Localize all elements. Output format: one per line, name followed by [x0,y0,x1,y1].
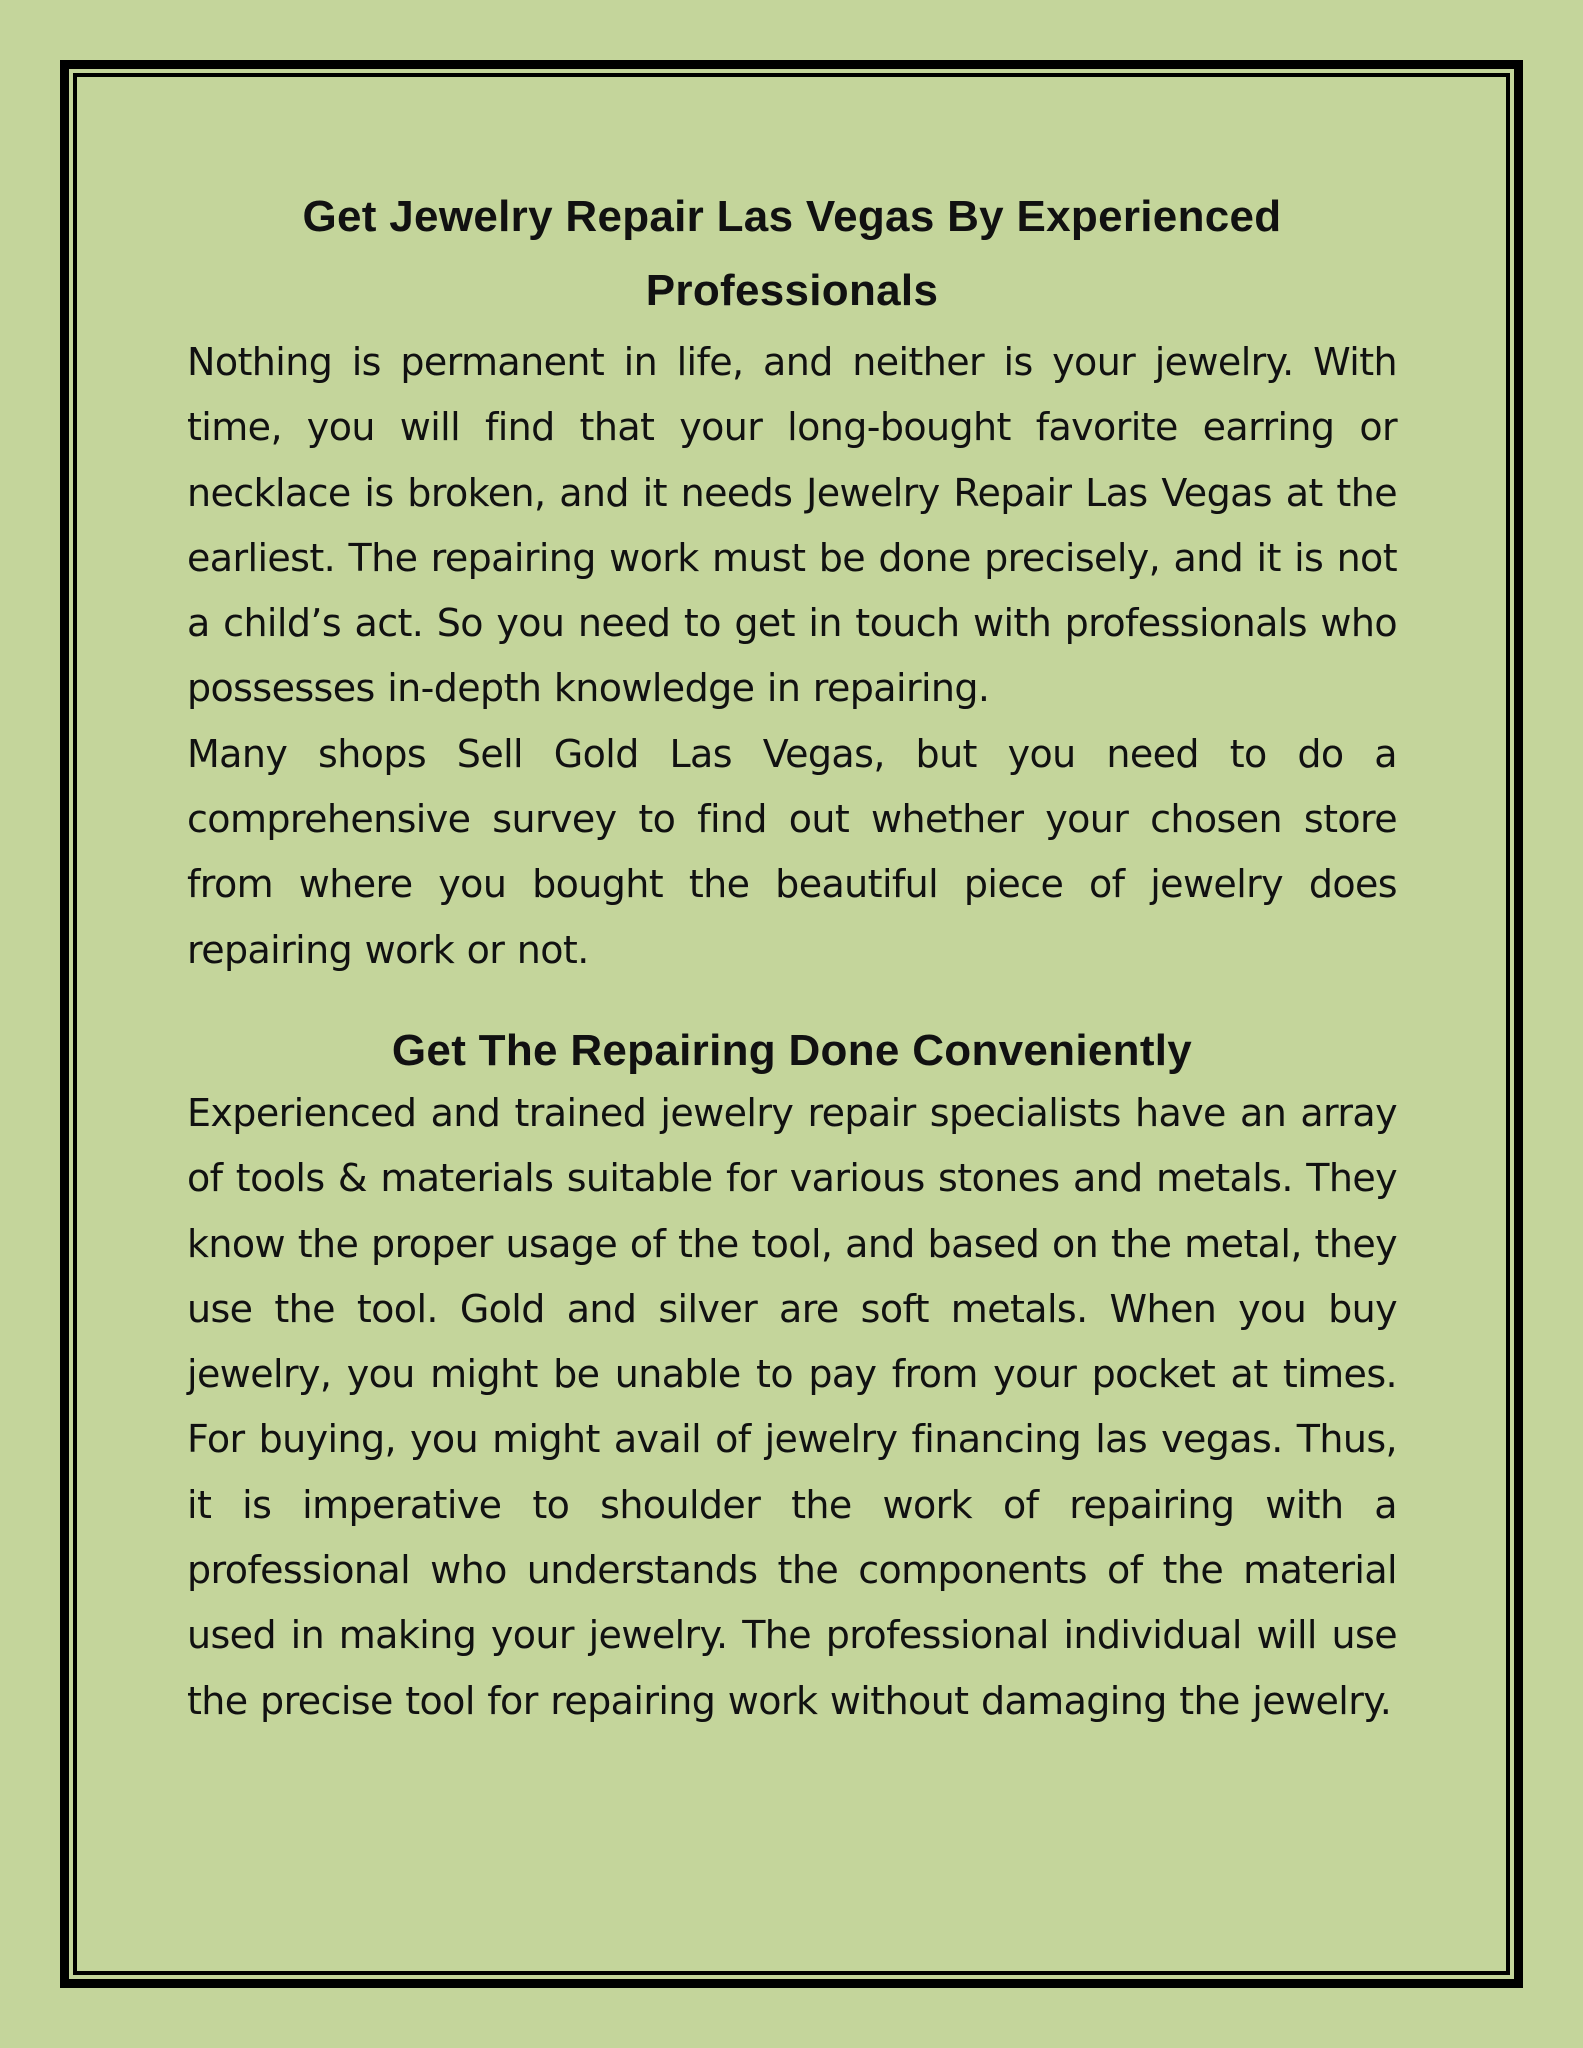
article-paragraph-2: Many shops Sell Gold Las Vegas, but you need to do a comprehensive survey to find out whether your chosen store from where you bought the beautiful piece of jewelry does repairing work or not. [187,731,1397,972]
article-paragraph-1: Nothing is permanent in life, and neither is your jewelry. With time, you will find that your long-bought favorite earring or necklace is broken, and it needs Jewelry Repair Las Vegas at the earliest. The repairing work must be done precisely, and it is not a child’s act. So you need to get in touch with professionals who possesses in-depth knowledge in repairing. [187,340,1397,711]
article-paragraph-3: Experienced and trained jewelry repair specialists have an array of tools & materials suitable for various stones and metals. They know the proper usage of the tool, and based on the metal, they use the tool. Gold and silver are soft metals. When you buy jewelry, you might be unable to pay from your pocket at times. For buying, you might avail of jewelry financing las vegas. Thus, it is imperative to shoulder the work of repairing with a professional who understands the components of the material used in making your jewelry. The professional individual will use the precise tool for repairing work without damaging the jewelry. [187,1090,1397,1723]
article-title: Get Jewelry Repair Las Vegas By Experienced Professionals [302,192,1282,315]
article-subheading: Get The Repairing Done Conveniently [391,1025,1193,1075]
article-body [187,180,1397,1734]
